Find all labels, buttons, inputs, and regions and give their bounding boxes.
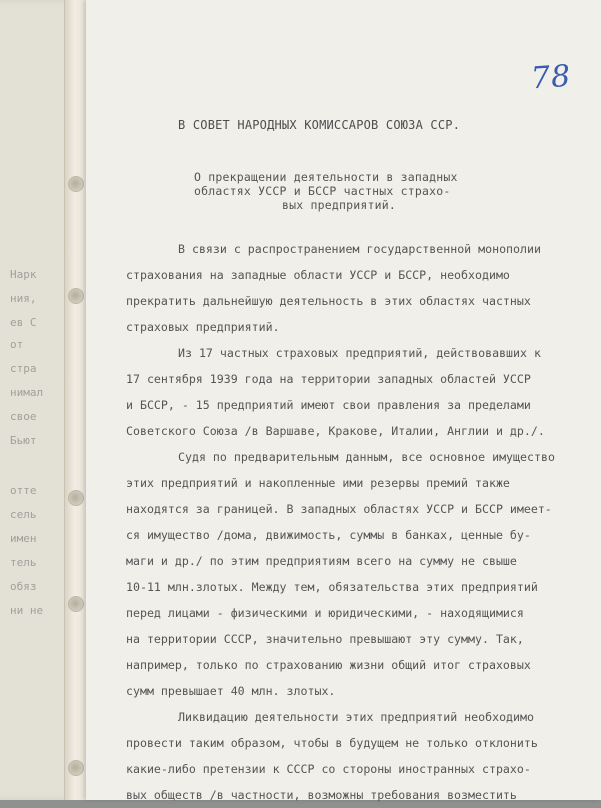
underlying-text: нимал: [10, 386, 44, 399]
body-line: страховых предприятий.: [126, 320, 280, 334]
document-subtitle: [194, 170, 494, 212]
page-number: 78: [529, 58, 573, 97]
underlying-text: обяз: [10, 580, 37, 593]
binding-strip: [64, 0, 88, 800]
body-line: вых обществ /в частности, возможны требования возместить: [126, 788, 517, 802]
underlying-text: тель: [10, 556, 37, 569]
body-line: Советского Союза /в Варшаве, Кракове, Италии, Англии и др./.: [126, 424, 545, 438]
subtitle-line: О прекращении деятельности в западных: [194, 170, 458, 184]
body-line: ся имущество /дома, движимость, суммы в банках, ценные бу-: [126, 528, 531, 542]
punch-hole: [68, 596, 84, 612]
punch-hole: [68, 760, 84, 776]
document-heading: В СОВЕТ НАРОДНЫХ КОМИССАРОВ СОЮЗА ССР.: [178, 118, 461, 132]
body-line: провести таким образом, чтобы в будущем не только отклонить: [126, 736, 538, 750]
body-line: какие-либо претензии к СССР со стороны иностранных страхо-: [126, 762, 531, 776]
underlying-text: ев С: [10, 316, 37, 329]
body-line: Из 17 частных страховых предприятий, действовавших к: [178, 346, 541, 360]
subtitle-line: областях УССР и БССР частных страхо-: [194, 184, 451, 198]
body-line: например, только по страхованию жизни общий итог страховых: [126, 658, 531, 672]
punch-hole: [68, 288, 84, 304]
underlying-text: ни не: [10, 604, 44, 617]
body-line: 10-11 млн.злотых. Между тем, обязательства этих предприятий: [126, 580, 538, 594]
underlying-text: Бьют: [10, 434, 37, 447]
body-line: сумм превышает 40 млн. злотых.: [126, 684, 336, 698]
body-line: маги и др./ по этим предприятиям всего на сумму не свыше: [126, 554, 517, 568]
body-line: на территории СССР, значительно превышают эту сумму. Так,: [126, 632, 524, 646]
body-line: находятся за границей. В западных областях УССР и БССР имеет-: [126, 502, 552, 516]
document-page: [86, 0, 601, 800]
body-line: прекратить дальнейшую деятельность в этих областях частных: [126, 294, 531, 308]
body-line: 17 сентября 1939 года на территории западных областей УССР: [126, 372, 531, 386]
underlying-text: сель: [10, 508, 37, 521]
underlying-text: от: [10, 338, 24, 351]
underlying-text: отте: [10, 484, 37, 497]
body-line: В связи с распространением государственной монополии: [178, 242, 541, 256]
punch-hole: [68, 176, 84, 192]
body-line: Ликвидацию деятельности этих предприятий необходимо: [178, 710, 534, 724]
underlying-text: стра: [10, 362, 37, 375]
body-line: Судя по предварительным данным, все основное имущество: [178, 450, 555, 464]
underlying-text: имен: [10, 532, 37, 545]
subtitle-line: вых предприятий.: [282, 198, 396, 212]
document-body: [126, 236, 586, 808]
body-line: и БССР, - 15 предприятий имеют свои правления за пределами: [126, 398, 531, 412]
body-line: этих предприятий и накопленные ими резервы премий также: [126, 476, 510, 490]
body-line: страхования на западные области УССР и БССР, необходимо: [126, 268, 510, 282]
underlying-text: Нарк: [10, 268, 37, 281]
underlying-text: ния,: [10, 292, 37, 305]
body-line: перед лицами - физическими и юридическими, - находящимися: [126, 606, 524, 620]
underlying-text: свое: [10, 410, 37, 423]
punch-hole: [68, 490, 84, 506]
